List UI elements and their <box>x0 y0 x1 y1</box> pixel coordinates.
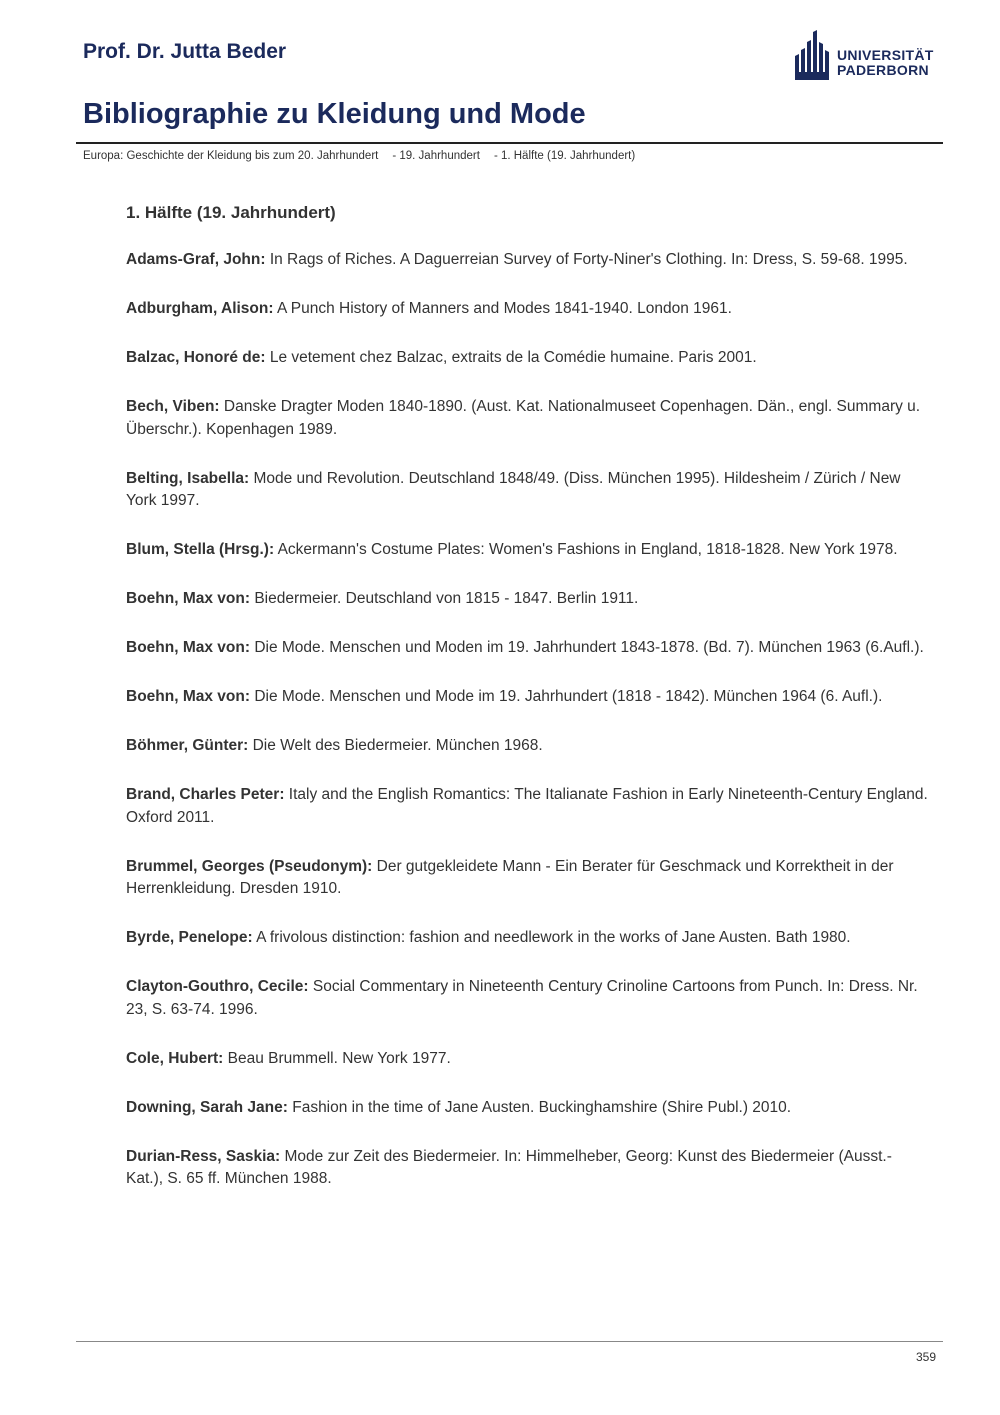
entry-author: Durian-Ress, Saskia: <box>126 1147 281 1165</box>
entry-author: Brummel, Georges (Pseudonym): <box>126 857 373 875</box>
entry-citation: Fashion in the time of Jane Austen. Buckinghamshire (Shire Publ.) 2010. <box>287 1098 792 1116</box>
bibliography-entry <box>126 1097 931 1120</box>
bibliography-entry <box>126 637 931 660</box>
university-logo-icon <box>793 30 833 82</box>
entry-author: Cole, Hubert: <box>126 1049 224 1067</box>
entry-citation: Mode und Revolution. Deutschland 1848/49. (Diss. München 1995). Hildesheim / Zürich / New York 1997. <box>126 469 901 509</box>
entry-author: Böhmer, Günter: <box>126 737 249 754</box>
entry-author: Clayton-Gouthro, Cecile: <box>126 978 309 995</box>
entry-citation: A Punch History of Manners and Modes 1841-1940. London 1961. <box>273 300 732 317</box>
bibliography-entry <box>126 588 931 611</box>
entry-citation: Beau Brummell. New York 1977. <box>223 1049 451 1067</box>
university-logo-text <box>837 48 934 78</box>
entry-author: Boehn, Max von: <box>126 688 251 705</box>
bibliography-entry <box>126 468 931 513</box>
entry-citation: Biedermeier. Deutschland von 1815 - 1847. Berlin 1911. <box>250 590 639 607</box>
bibliography-entry <box>126 249 931 272</box>
breadcrumb-item: Europa: Geschichte der Kleidung bis zum 20. Jahrhundert <box>83 150 379 162</box>
bibliography-entry <box>126 735 931 758</box>
bibliography-content <box>126 203 931 1217</box>
document-title: Bibliographie zu Kleidung und Mode <box>83 98 586 130</box>
bibliography-entry <box>126 686 931 709</box>
bibliography-entry <box>126 396 931 441</box>
breadcrumb-item: - 19. Jahrhundert <box>392 150 480 162</box>
entry-author: Adburgham, Alison: <box>126 300 274 317</box>
bibliography-entry <box>126 1048 931 1071</box>
entry-author: Boehn, Max von: <box>126 639 251 656</box>
entry-citation: Danske Dragter Moden 1840-1890. (Aust. Kat. Nationalmuseet Copenhagen. Dän., engl. Summary u. Überschr.). Kopenhagen 1989. <box>126 398 921 438</box>
bibliography-entry <box>126 784 931 829</box>
breadcrumb <box>83 150 635 162</box>
bibliography-entry <box>126 298 931 321</box>
entry-author: Bech, Viben: <box>126 398 220 415</box>
entry-citation: Die Mode. Menschen und Moden im 19. Jahrhundert 1843-1878. (Bd. 7). München 1963 (6.Aufl.). <box>250 639 924 656</box>
author-name: Prof. Dr. Jutta Beder <box>83 40 287 63</box>
entry-citation: Die Welt des Biedermeier. München 1968. <box>248 737 543 754</box>
entry-citation: Der gutgekleidete Mann - Ein Berater für Geschmack und Korrektheit in der Herrenkleidung. Dresden 1910. <box>126 857 894 897</box>
entry-citation: In Rags of Riches. A Daguerreian Survey of Forty-Niner's Clothing. In: Dress, S. 59-68. 1995. <box>265 251 908 268</box>
bibliography-entry <box>126 539 931 562</box>
entry-author: Balzac, Honoré de: <box>126 349 266 366</box>
entry-author: Boehn, Max von: <box>126 590 251 607</box>
entry-citation: Le vetement chez Balzac, extraits de la Comédie humaine. Paris 2001. <box>265 349 757 366</box>
entry-citation: Ackermann's Costume Plates: Women's Fashions in England, 1818-1828. New York 1978. <box>274 541 898 558</box>
section-heading: 1. Hälfte (19. Jahrhundert) <box>126 203 336 222</box>
logo-line-1: UNIVERSITÄT <box>837 47 934 63</box>
bibliography-list <box>126 249 931 1191</box>
header-divider <box>76 142 943 144</box>
entry-author: Blum, Stella (Hrsg.): <box>126 541 275 558</box>
breadcrumb-item: - 1. Hälfte (19. Jahrhundert) <box>493 150 636 162</box>
logo-line-2: PADERBORN <box>837 62 929 78</box>
entry-author: Belting, Isabella: <box>126 469 250 487</box>
entry-citation: Mode zur Zeit des Biedermeier. In: Himmelheber, Georg: Kunst des Biedermeier (Ausst.- Kat.), S. 65 ff. München 1988. <box>126 1147 892 1187</box>
entry-author: Byrde, Penelope: <box>126 929 253 946</box>
footer-divider <box>76 1341 943 1342</box>
bibliography-entry <box>126 1146 931 1191</box>
bibliography-entry <box>126 856 931 901</box>
university-logo <box>793 30 938 82</box>
entry-citation: Social Commentary in Nineteenth Century Crinoline Cartoons from Punch. In: Dress. Nr. 23, S. 63-74. 1996. <box>126 978 918 1018</box>
entry-author: Adams-Graf, John: <box>126 251 266 268</box>
bibliography-entry <box>126 976 931 1021</box>
entry-citation: Italy and the English Romantics: The Italianate Fashion in Early Nineteenth-Century England. Oxford 2011. <box>126 786 928 826</box>
entry-citation: Die Mode. Menschen und Mode im 19. Jahrhundert (1818 - 1842). München 1964 (6. Aufl.). <box>250 688 883 705</box>
bibliography-entry <box>126 927 931 950</box>
entry-author: Brand, Charles Peter: <box>126 786 285 803</box>
page-number: 359 <box>915 1350 936 1364</box>
entry-author: Downing, Sarah Jane: <box>126 1098 288 1116</box>
bibliography-entry <box>126 347 931 370</box>
entry-citation: A frivolous distinction: fashion and needlework in the works of Jane Austen. Bath 1980. <box>252 929 851 946</box>
